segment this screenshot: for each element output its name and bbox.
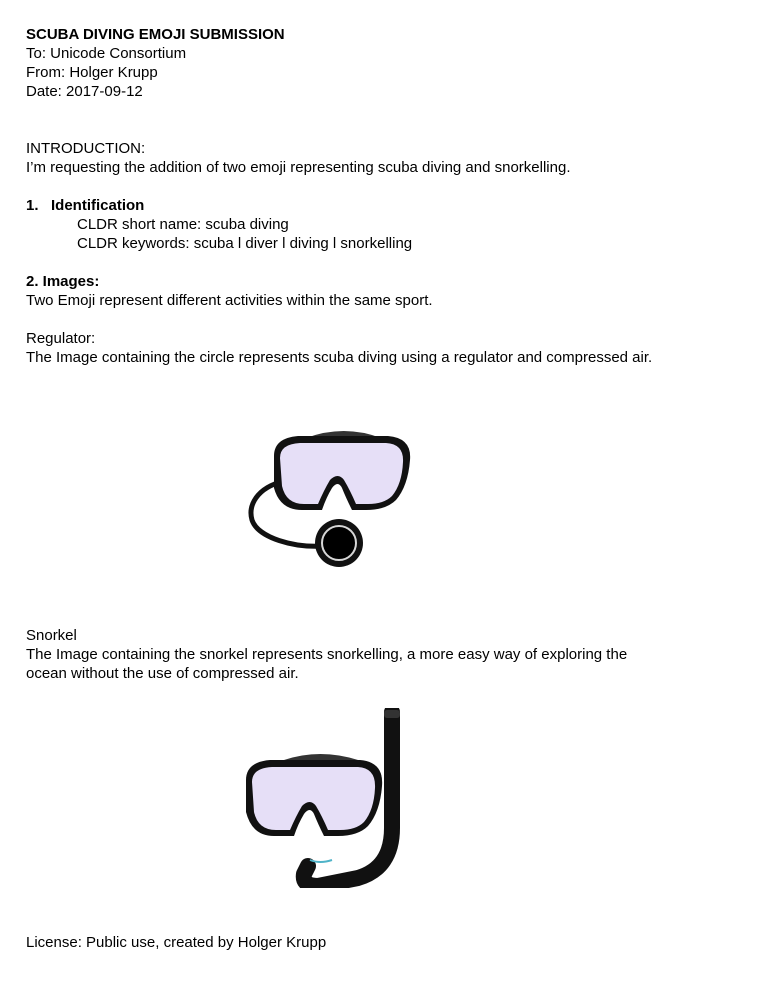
- regulator-text: The Image containing the circle represents scuba diving using a regulator and compressed air.: [26, 349, 653, 366]
- introduction-heading: INTRODUCTION:: [26, 140, 146, 157]
- introduction-text: I’m requesting the addition of two emoji representing scuba diving and snorkelling.: [26, 159, 571, 176]
- identification-title: Identification: [51, 197, 145, 214]
- document-title: SCUBA DIVING EMOJI SUBMISSION: [26, 26, 285, 43]
- snorkel-text-line-2: ocean without the use of compressed air.: [26, 665, 299, 682]
- dive-mask-regulator-icon: [246, 426, 416, 571]
- snorkel-section: [26, 626, 746, 683]
- snorkel-text-line-1: The Image containing the snorkel represents snorkelling, a more easy way of exploring the: [26, 646, 628, 663]
- document-body: [26, 25, 746, 367]
- cldr-short-name: CLDR short name: scuba diving: [77, 216, 289, 233]
- identification-number: 1.: [26, 197, 39, 214]
- license-line: License: Public use, created by Holger Krupp: [26, 934, 327, 951]
- sender-line: From: Holger Krupp: [26, 64, 158, 81]
- images-text: Two Emoji represent different activities within the same sport.: [26, 292, 433, 309]
- regulator-heading: Regulator:: [26, 330, 96, 347]
- recipient-line: To: Unicode Consortium: [26, 45, 187, 62]
- identification-heading: [26, 196, 746, 215]
- cldr-keywords: CLDR keywords: scuba l diver l diving l snorkelling: [77, 235, 413, 252]
- images-heading: 2. Images:: [26, 273, 100, 290]
- date-line: Date: 2017-09-12: [26, 83, 143, 100]
- dive-mask-snorkel-icon: [240, 708, 410, 888]
- snorkel-heading: Snorkel: [26, 627, 77, 644]
